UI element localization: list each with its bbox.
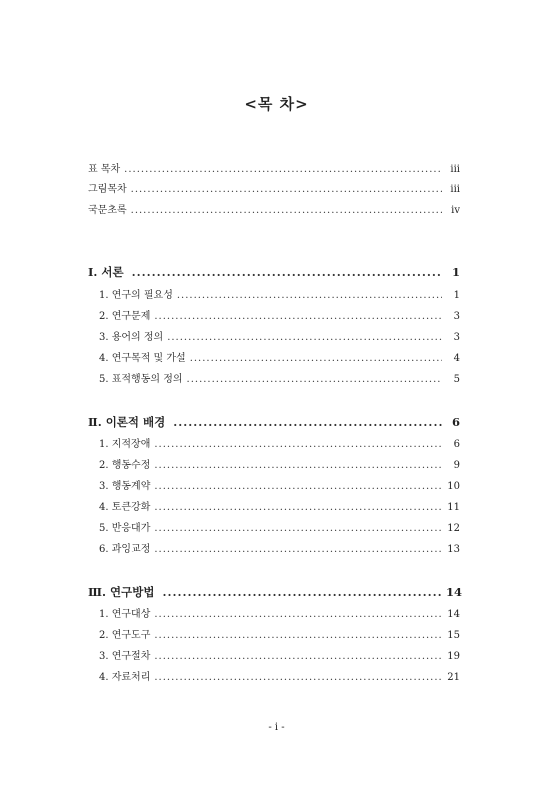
toc-section-label: 4. 연구목적 및 가설 [99,353,186,364]
toc-chapter-3[interactable] [88,585,463,599]
toc-section-label: 1. 연구대상 [99,609,151,620]
dot-leader [154,501,442,515]
toc-entry-label: 국문초록 [88,205,127,216]
toc-section-label: 6. 과잉교정 [99,544,151,555]
toc-entry-front-2[interactable] [88,183,460,197]
toc-entry-front-1[interactable] [88,163,460,177]
dot-leader [154,629,442,643]
toc-chapter-2[interactable] [88,415,460,429]
toc-title: <목 차> [244,95,309,113]
toc-section[interactable] [99,459,460,473]
toc-section[interactable] [99,373,460,387]
dot-leader [154,543,442,557]
toc-section[interactable] [99,289,460,303]
toc-section-page: 1 [453,290,460,301]
toc-section[interactable] [99,331,460,345]
toc-section-label: 2. 행동수정 [99,460,151,471]
toc-section[interactable] [99,501,460,515]
toc-section[interactable] [99,671,460,685]
toc-entry-label: 그림목차 [88,184,127,195]
toc-section-page: 12 [447,523,460,534]
dot-leader [131,183,442,197]
toc-section-label: 5. 반응대가 [99,523,151,534]
dot-leader [190,352,442,366]
toc-section-label: 5. 표적행동의 정의 [99,374,183,385]
toc-section-label: 3. 용어의 정의 [99,332,164,343]
toc-section[interactable] [99,522,460,536]
dot-leader [154,522,442,536]
toc-chapter-page: 1 [451,265,460,279]
toc-section-page: 14 [447,609,460,620]
toc-chapter-1[interactable] [88,265,460,279]
dot-leader [154,459,442,473]
toc-section[interactable] [99,310,460,324]
dot-leader [131,204,442,218]
dot-leader [173,415,442,429]
toc-entry-page: iv [451,205,460,216]
dot-leader [154,480,442,494]
dot-leader [177,289,442,303]
toc-section[interactable] [99,352,460,366]
dot-leader [154,310,442,324]
dot-leader [154,438,442,452]
toc-section-label: 2. 연구도구 [99,630,151,641]
toc-section-page: 19 [447,651,460,662]
toc-section-label: 2. 연구문제 [99,311,151,322]
toc-section-label: 1. 연구의 필요성 [99,290,173,301]
toc-section-page: 4 [453,353,460,364]
dot-leader [154,608,442,622]
toc-section-page: 3 [453,332,460,343]
toc-entry-page: iii [450,164,460,175]
dot-leader [154,671,442,685]
toc-section-page: 15 [447,630,460,641]
dot-leader [132,265,442,279]
dot-leader [167,331,442,345]
toc-entry-page: iii [450,184,460,195]
toc-section-label: 3. 연구절차 [99,651,151,662]
toc-section[interactable] [99,650,460,664]
toc-section[interactable] [99,438,460,452]
toc-section[interactable] [99,608,460,622]
toc-section[interactable] [99,543,460,557]
dot-leader [154,650,442,664]
toc-chapter-page: 6 [451,415,460,429]
toc-chapter-label: Ⅰ. 서론 [88,265,124,279]
toc-section-label: 3. 행동계약 [99,481,151,492]
toc-entry-front-3[interactable] [88,204,460,218]
toc-chapter-label: Ⅱ. 이론적 배경 [88,415,166,429]
toc-section-page: 9 [453,460,460,471]
toc-section[interactable] [99,480,460,494]
dot-leader [187,373,442,387]
toc-section-page: 13 [447,544,460,555]
toc-section-page: 11 [447,502,460,513]
toc-chapter-page: 14 [446,585,463,599]
dot-leader [162,585,442,599]
toc-section[interactable] [99,629,460,643]
toc-section-label: 4. 토큰강화 [99,502,151,513]
toc-section-page: 21 [447,672,460,683]
toc-section-page: 10 [447,481,460,492]
toc-section-page: 6 [453,439,460,450]
page-number-footer: - i - [268,722,285,733]
toc-section-page: 5 [453,374,460,385]
toc-entry-label: 표 목차 [88,164,121,175]
toc-section-label: 1. 지적장애 [99,439,151,450]
dot-leader [124,163,442,177]
toc-section-page: 3 [453,311,460,322]
toc-section-label: 4. 자료처리 [99,672,151,683]
toc-chapter-label: Ⅲ. 연구방법 [88,585,155,599]
